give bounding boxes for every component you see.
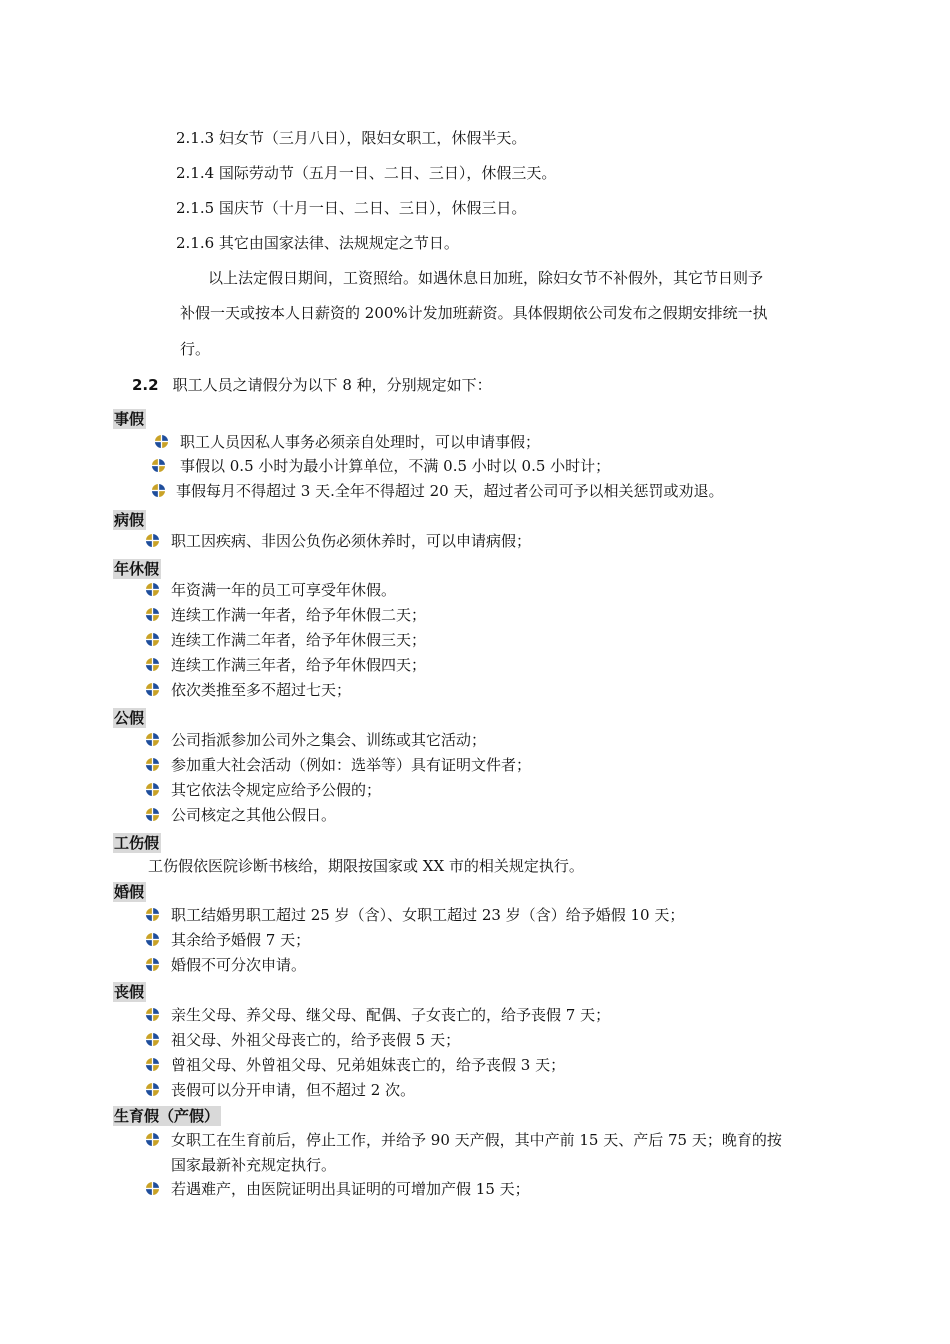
list-item: 依次类推至多不超过七天； bbox=[171, 681, 352, 699]
bullet-icon bbox=[145, 1132, 160, 1147]
bullet-icon bbox=[145, 907, 160, 922]
list-item: 曾祖父母、外曾祖父母、兄弟姐妹丧亡的，给予丧假 3 天； bbox=[171, 1056, 566, 1074]
bullet-icon bbox=[145, 932, 160, 947]
heading-personal-leave: 事假 bbox=[114, 410, 145, 428]
heading-bereavement-leave: 丧假 bbox=[114, 983, 145, 1001]
list-item: 女职工在生育前后，停止工作，并给予 90 天产假，其中产前 15 天、产后 75 天；晚育的按 bbox=[171, 1131, 782, 1149]
list-item: 其余给予婚假 7 天； bbox=[171, 931, 311, 949]
bullet-icon bbox=[145, 1057, 160, 1072]
list-item: 事假每月不得超过 3 天.全年不得超过 20 天，超过者公司可予以相关惩罚或劝退。 bbox=[176, 482, 724, 500]
bullet-icon bbox=[154, 434, 169, 449]
section-2-2 bbox=[132, 375, 492, 395]
list-item: 职工因疾病、非因公负伤必须休养时，可以申请病假； bbox=[171, 532, 532, 550]
list-item: 公司核定之其他公假日。 bbox=[171, 806, 337, 824]
heading-injury-leave: 工伤假 bbox=[114, 834, 160, 852]
bullet-icon bbox=[145, 657, 160, 672]
bullet-icon bbox=[151, 483, 166, 498]
bullet-icon bbox=[145, 1181, 160, 1196]
list-item: 丧假可以分开申请，但不超过 2 次。 bbox=[171, 1081, 416, 1099]
bullet-icon bbox=[145, 1007, 160, 1022]
bullet-icon bbox=[151, 458, 166, 473]
bullet-icon bbox=[145, 782, 160, 797]
section-number: 2.2 bbox=[132, 376, 159, 394]
list-item-continuation: 国家最新补充规定执行。 bbox=[171, 1156, 337, 1174]
heading-official-leave: 公假 bbox=[114, 709, 145, 727]
heading-maternity-leave: 生育假（产假） bbox=[114, 1107, 220, 1125]
paragraph-line-3: 行。 bbox=[180, 340, 211, 358]
list-item: 事假以 0.5 小时为最小计算单位，不满 0.5 小时以 0.5 小时计； bbox=[180, 457, 611, 475]
paragraph-line-1: 以上法定假日期间，工资照给。如遇休息日加班，除妇女节不补假外，其它节日则予 bbox=[208, 269, 764, 287]
list-item: 连续工作满二年者，给予年休假三天； bbox=[171, 631, 427, 649]
list-item: 若遇难产，由医院证明出具证明的可增加产假 15 天； bbox=[171, 1180, 530, 1198]
list-item: 其它依法令规定应给予公假的； bbox=[171, 781, 382, 799]
bullet-icon bbox=[145, 957, 160, 972]
heading-marriage-leave: 婚假 bbox=[114, 883, 145, 901]
bullet-icon bbox=[145, 582, 160, 597]
bullet-icon bbox=[145, 682, 160, 697]
paragraph-line-2: 补假一天或按本人日薪资的 200%计发加班薪资。具体假期依公司发布之假期安排统一执 bbox=[180, 304, 768, 322]
injury-leave-text: 工伤假依医院诊断书核给，期限按国家或 XX 市的相关规定执行。 bbox=[148, 857, 584, 875]
list-item: 连续工作满一年者，给予年休假二天； bbox=[171, 606, 427, 624]
holiday-line-2-1-3: 2.1.3 妇女节（三月八日），限妇女职工，休假半天。 bbox=[176, 129, 527, 147]
list-item: 年资满一年的员工可享受年休假。 bbox=[171, 581, 397, 599]
list-item: 职工结婚男职工超过 25 岁（含）、女职工超过 23 岁（含）给予婚假 10 天； bbox=[171, 906, 685, 924]
bullet-icon bbox=[145, 757, 160, 772]
holiday-line-2-1-6: 2.1.6 其它由国家法律、法规规定之节日。 bbox=[176, 234, 459, 252]
bullet-icon bbox=[145, 1032, 160, 1047]
bullet-icon bbox=[145, 1082, 160, 1097]
heading-annual-leave: 年休假 bbox=[114, 560, 160, 578]
bullet-icon bbox=[145, 807, 160, 822]
list-item: 亲生父母、养父母、继父母、配偶、子女丧亡的，给予丧假 7 天； bbox=[171, 1006, 611, 1024]
bullet-icon bbox=[145, 607, 160, 622]
heading-sick-leave: 病假 bbox=[114, 511, 145, 529]
list-item: 婚假不可分次申请。 bbox=[171, 956, 307, 974]
section-text: 职工人员之请假分为以下 8 种，分别规定如下： bbox=[172, 376, 492, 394]
bullet-icon bbox=[145, 533, 160, 548]
list-item: 祖父母、外祖父母丧亡的，给予丧假 5 天； bbox=[171, 1031, 461, 1049]
bullet-icon bbox=[145, 732, 160, 747]
list-item: 参加重大社会活动（例如：选举等）具有证明文件者； bbox=[171, 756, 532, 774]
bullet-icon bbox=[145, 632, 160, 647]
list-item: 连续工作满三年者，给予年休假四天； bbox=[171, 656, 427, 674]
holiday-line-2-1-4: 2.1.4 国际劳动节（五月一日、二日、三日），休假三天。 bbox=[176, 164, 557, 182]
holiday-line-2-1-5: 2.1.5 国庆节（十月一日、二日、三日），休假三日。 bbox=[176, 199, 527, 217]
list-item: 职工人员因私人事务必须亲自处理时，可以申请事假； bbox=[180, 433, 541, 451]
list-item: 公司指派参加公司外之集会、训练或其它活动； bbox=[171, 731, 487, 749]
